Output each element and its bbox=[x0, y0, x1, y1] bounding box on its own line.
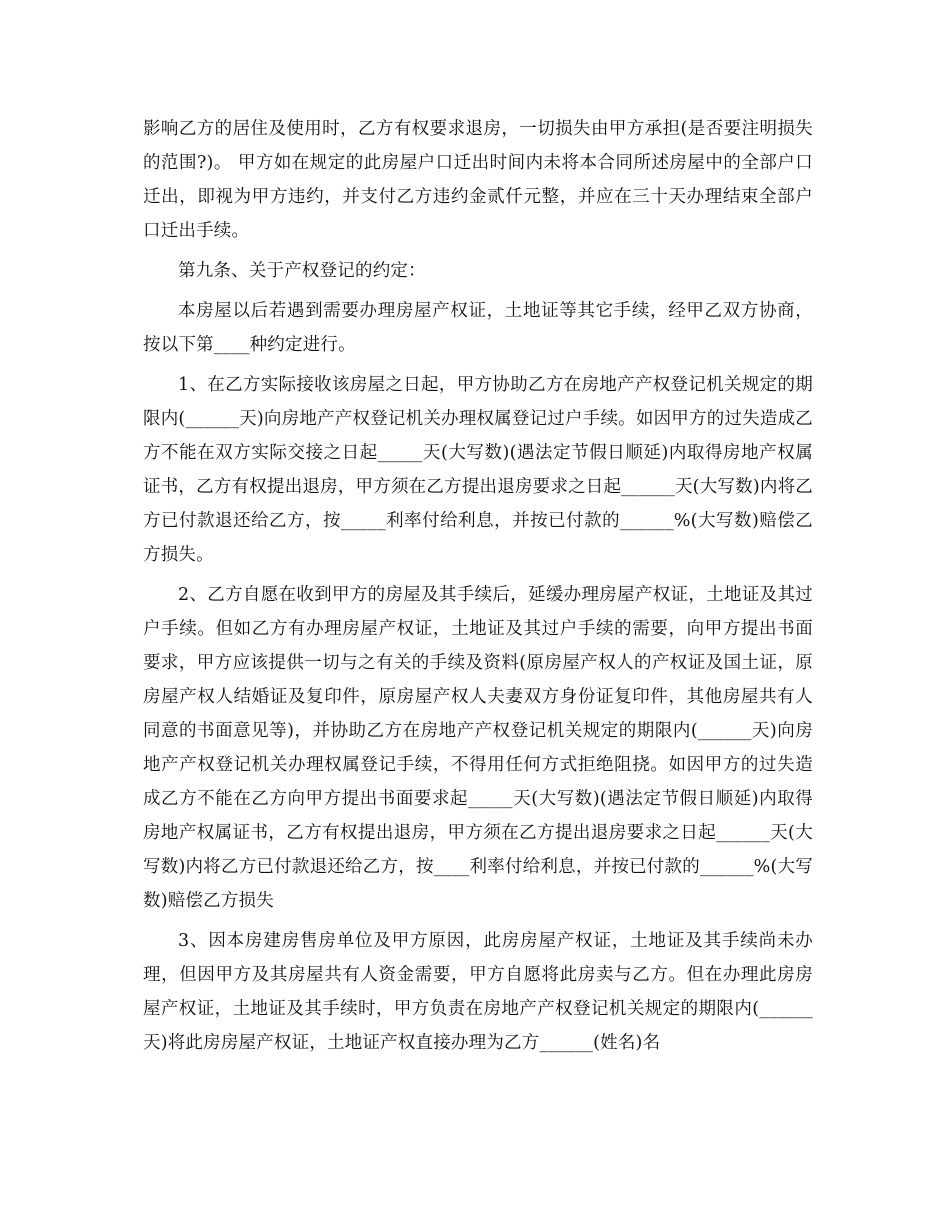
paragraph-intro: 本房屋以后若遇到需要办理房屋产权证，土地证等其它手续，经甲乙双方协商，按以下第____种约定进行。 bbox=[143, 301, 813, 355]
document-body bbox=[143, 112, 813, 1060]
paragraph-option-3: 3、因本房建房售房单位及甲方原因，此房房屋产权证，土地证及其手续尚未办理，但因甲方及其房屋共有人资金需要，甲方自愿将此房卖与乙方。但在办理此房房屋产权证，土地证及其手续时，甲方负责在房地产产权登记机关规定的期限内(______天)将此房房屋产权证，土地证产权直接办理为乙方______(姓名)名 bbox=[143, 931, 813, 1053]
paragraph-continuation: 影响乙方的居住及使用时，乙方有权要求退房，一切损失由甲方承担(是否要注明损失的范围?)。 甲方如在规定的此房屋户口迁出时间内未将本合同所述房屋中的全部户口迁出，即视为甲方违约，并支付乙方违约金贰仟元整，并应在三十天办理结束全部户口迁出手续。 bbox=[143, 119, 813, 241]
article-9-heading: 第九条、关于产权登记的约定： bbox=[178, 261, 426, 281]
paragraph-option-2: 2、乙方自愿在收到甲方的房屋及其手续后，延缓办理房屋产权证，土地证及其过户手续。但如乙方有办理房屋产权证，土地证及其过户手续的需要，向甲方提出书面要求，甲方应该提供一切与之有关的手续及资料(原房屋产权人的产权证及国土证，原房屋产权人结婚证及复印件，原房屋产权人夫妻双方身份证复印件，其他房屋共有人同意的书面意见等)，并协助乙方在房地产产权登记机关规定的期限内(______天)向房地产产权登记机关办理权属登记手续，不得用任何方式拒绝阻挠。如因甲方的过失造成乙方不能在乙方向甲方提出书面要求起_____天(大写数)(遇法定节假日顺延)内取得房地产权属证书，乙方有权提出退房，甲方须在乙方提出退房要求之日起______天(大写数)内将乙方已付款退还给乙方，按____利率付给利息，并按已付款的______%(大写数)赔偿乙方损失 bbox=[143, 585, 813, 911]
paragraph-option-1: 1、在乙方实际接收该房屋之日起，甲方协助乙方在房地产产权登记机关规定的期限内(______天)向房地产产权登记机关办理权属登记过户手续。如因甲方的过失造成乙方不能在双方实际交接之日起_____天(大写数)(遇法定节假日顺延)内取得房地产权属证书，乙方有权提出退房，甲方须在乙方提出退房要求之日起______天(大写数)内将乙方已付款退还给乙方，按_____利率付给利息，并按已付款的______%(大写数)赔偿乙方损失。 bbox=[143, 375, 813, 565]
